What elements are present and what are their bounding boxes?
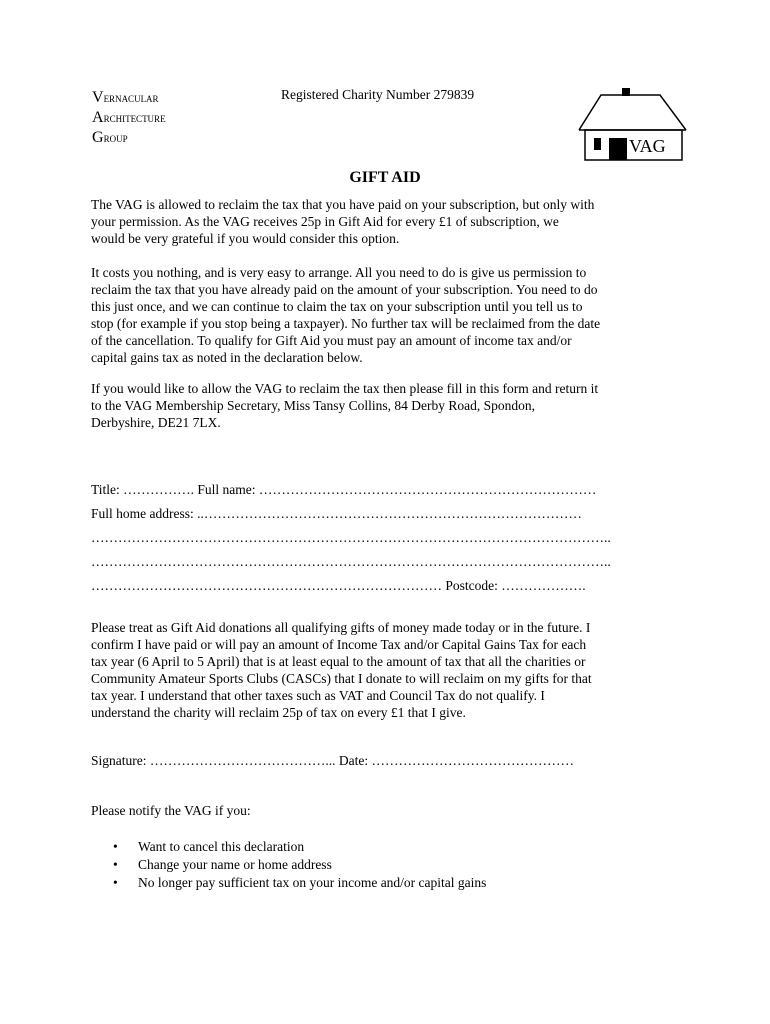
bullet-icon: • — [113, 857, 118, 872]
explanation-line: stop (for example if you stop being a taxpayer). No further tax will be reclaimed from the date — [91, 316, 601, 331]
intro-line: The VAG is allowed to reclaim the tax that you have paid on your subscription, but only with — [91, 197, 595, 212]
logo-text: VAG — [629, 136, 666, 156]
list-item-text: Change your name or home address — [138, 857, 332, 872]
declaration-line: tax year (6 April to 5 April) that is at least equal to the amount of tax that all the charities or — [91, 654, 586, 669]
explanation-line: of the cancellation. To qualify for Gift Aid you must pay an amount of income tax and/or — [91, 333, 572, 348]
declaration-line: confirm I have paid or will pay an amount of Income Tax and/or Capital Gains Tax for each — [91, 637, 587, 652]
intro-line: your permission. As the VAG receives 25p in Gift Aid for every £1 of subscription, we — [91, 214, 559, 229]
explanation-line: reclaim the tax that you have already paid on the amount of your subscription. You need to do — [91, 282, 598, 297]
declaration-line: understand the charity will reclaim 25p of tax on every £1 that I give. — [91, 705, 466, 720]
home-address-field-3[interactable]: …………………………………………………………………………………………………….. — [91, 554, 611, 569]
declaration-line: Please treat as Gift Aid donations all qualifying gifts of money made today or in the future. I — [91, 620, 591, 635]
home-address-field[interactable]: Full home address: ..………………………………………………………………………… — [91, 506, 582, 521]
charity-number: Registered Charity Number 279839 — [281, 87, 475, 102]
explanation-line: capital gains tax as noted in the declaration below. — [91, 350, 363, 365]
bullet-icon: • — [113, 839, 118, 854]
list-item — [113, 856, 486, 874]
list-item — [113, 874, 486, 892]
org-name-line-1-rest: ernacular — [103, 90, 159, 105]
org-name-line-1: Vernacular — [92, 89, 159, 106]
explanation-line: this just once, and we can continue to claim the tax on your subscription until you tell us to — [91, 299, 583, 314]
intro-line: would be very grateful if you would consider this option. — [91, 231, 400, 246]
list-item-text: No longer pay sufficient tax on your income and/or capital gains — [138, 875, 487, 890]
return-info-line: If you would like to allow the VAG to reclaim the tax then please fill in this form and return it — [91, 381, 599, 396]
explanation-paragraph — [91, 264, 691, 366]
title-fullname-field[interactable]: Title: ……………. Full name: ………………………………………………………………… — [91, 482, 597, 497]
vag-house-logo — [576, 86, 690, 166]
declaration-line: tax year. I understand that other taxes such as VAT and Council Tax do not qualify. I — [91, 688, 545, 703]
return-info-line: to the VAG Membership Secretary, Miss Tansy Collins, 84 Derby Road, Spondon, — [91, 398, 536, 413]
organisation-name — [92, 88, 166, 148]
return-info-paragraph — [91, 380, 691, 431]
signature-date-field[interactable]: Signature: …………………………………... Date: ……………………………………… — [91, 753, 574, 768]
notify-list — [113, 838, 486, 892]
bullet-icon: • — [113, 875, 118, 890]
org-name-line-2: Architecture — [92, 109, 166, 126]
intro-paragraph — [91, 196, 691, 247]
notify-heading: Please notify the VAG if you: — [91, 803, 251, 818]
list-item — [113, 838, 486, 856]
declaration-paragraph — [91, 619, 691, 721]
explanation-line: It costs you nothing, and is very easy to arrange. All you need to do is give us permission to — [91, 265, 587, 280]
org-name-line-3: Group — [92, 129, 128, 146]
home-address-field-2[interactable]: …………………………………………………………………………………………………….. — [91, 530, 611, 545]
postcode-field[interactable]: …………………………………………………………………… Postcode: ………………. — [91, 578, 586, 593]
return-info-line: Derbyshire, DE21 7LX. — [91, 415, 221, 430]
declaration-line: Community Amateur Sports Clubs (CASCs) that I donate to will reclaim on my gifts for that — [91, 671, 592, 686]
page-title: GIFT AID — [349, 169, 421, 186]
list-item-text: Want to cancel this declaration — [138, 839, 305, 854]
